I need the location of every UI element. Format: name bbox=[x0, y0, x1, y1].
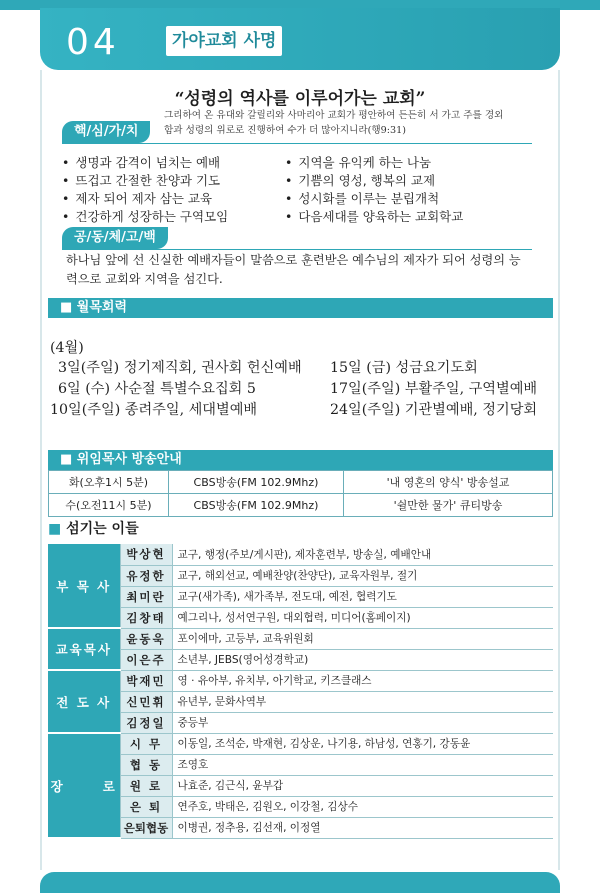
scripture-verse: 그리하여 온 유대와 갈릴리와 사마리아 교회가 평안하여 든든히 서 가고 주를 경외함과 성령의 위로로 진행하여 수가 더 많아지니라(행9:31) bbox=[164, 110, 504, 136]
section-title: 가야교회 사명 bbox=[166, 26, 282, 56]
staff-group: 전 도 사 bbox=[48, 670, 120, 733]
section-header bbox=[40, 8, 560, 70]
staff-name: 협 동 bbox=[120, 754, 172, 775]
staff-duty: 이동일, 조석순, 박재현, 김상운, 나기용, 하남성, 연홍기, 강동윤 bbox=[172, 733, 553, 754]
staff-duty: 조영호 bbox=[172, 754, 553, 775]
monthly-event: 15일 (금) 성금요기도회 bbox=[330, 360, 478, 376]
staff-name: 최미란 bbox=[120, 586, 172, 607]
core-value-item: • 다음세대를 양육하는 교회학교 bbox=[285, 208, 535, 226]
core-value-item: • 성시화를 이루는 분립개척 bbox=[285, 190, 535, 208]
table-row bbox=[49, 471, 553, 494]
table-row bbox=[48, 691, 553, 712]
staff-name: 신민휘 bbox=[120, 691, 172, 712]
table-row bbox=[48, 607, 553, 628]
broadcast-time: 화(오후1시 5분) bbox=[49, 471, 169, 494]
monthly-event: 6일 (수) 사순절 특별수요집회 5 bbox=[58, 381, 256, 397]
staff-name: 유정한 bbox=[120, 565, 172, 586]
broadcast-program: '쉴만한 물가' 큐티방송 bbox=[344, 494, 553, 517]
community-label: 공/동/체/고/백 bbox=[62, 227, 168, 249]
staff-title-text: 섬기는 이들 bbox=[66, 521, 139, 537]
core-value-item: • 생명과 감격이 넘치는 예배 bbox=[62, 154, 282, 172]
staff-duty: 예그리나, 성서연구원, 대외협력, 미디어(홈페이지) bbox=[172, 607, 553, 628]
table-row bbox=[48, 775, 553, 796]
section-number: 04 bbox=[66, 22, 120, 63]
staff-duty: 연주호, 박태은, 김원오, 이강철, 김상수 bbox=[172, 796, 553, 817]
monthly-event: 17일(주일) 부활주일, 구역별예배 bbox=[330, 381, 538, 397]
staff-name: 시 무 bbox=[120, 733, 172, 754]
staff-name: 은퇴협동 bbox=[120, 817, 172, 838]
table-row bbox=[48, 712, 553, 733]
core-value-item: • 기쁨의 영성, 행복의 교제 bbox=[285, 172, 535, 190]
staff-duty: 교구(새가족), 새가족부, 전도대, 예전, 협력기도 bbox=[172, 586, 553, 607]
core-value-item: • 제자 되어 제자 삼는 교육 bbox=[62, 190, 282, 208]
core-value-item: • 뜨겁고 간절한 찬양과 기도 bbox=[62, 172, 282, 190]
staff-duty: 영 · 유아부, 유치부, 아기학교, 키즈클래스 bbox=[172, 670, 553, 691]
broadcast-table bbox=[48, 470, 553, 517]
core-values-left bbox=[62, 154, 282, 226]
monthly-event: 3일(주일) 정기제직회, 권사회 헌신예배 bbox=[58, 360, 302, 376]
staff-group: 교육목사 bbox=[48, 628, 120, 670]
staff-duty: 유년부, 문화사역부 bbox=[172, 691, 553, 712]
staff-name: 윤동욱 bbox=[120, 628, 172, 649]
table-row bbox=[48, 670, 553, 691]
staff-title-square: ■ bbox=[48, 521, 62, 537]
community-divider bbox=[62, 249, 532, 250]
staff-group: 장 로 bbox=[48, 733, 120, 838]
broadcast-station: CBS방송(FM 102.9Mhz) bbox=[169, 471, 344, 494]
table-row bbox=[48, 544, 553, 565]
monthly-calendar-header: ■ 월목회력 bbox=[48, 298, 553, 318]
broadcast-time: 수(오전11시 5분) bbox=[49, 494, 169, 517]
staff-name: 원 로 bbox=[120, 775, 172, 796]
broadcast-station: CBS방송(FM 102.9Mhz) bbox=[169, 494, 344, 517]
broadcast-header: ■ 위임목사 방송안내 bbox=[48, 450, 553, 470]
staff-name: 박재민 bbox=[120, 670, 172, 691]
staff-table bbox=[48, 544, 553, 839]
staff-duty: 교구, 행정(주보/게시판), 제자훈련부, 방송실, 예배안내 bbox=[172, 544, 553, 565]
staff-name: 김창태 bbox=[120, 607, 172, 628]
core-value-item: • 건강하게 성장하는 구역모임 bbox=[62, 208, 282, 226]
table-row bbox=[48, 817, 553, 838]
bottom-band bbox=[40, 872, 560, 893]
staff-duty: 이병권, 정추용, 김선재, 이정열 bbox=[172, 817, 553, 838]
church-motto: “성령의 역사를 이루어가는 교회” bbox=[174, 89, 426, 109]
staff-name: 이은주 bbox=[120, 649, 172, 670]
table-row bbox=[48, 796, 553, 817]
table-row bbox=[48, 565, 553, 586]
table-row bbox=[48, 628, 553, 649]
monthly-event: 24일(주일) 기관별예배, 정기당회 bbox=[330, 402, 538, 418]
staff-duty: 포이에마, 고등부, 교육위원회 bbox=[172, 628, 553, 649]
table-row bbox=[48, 649, 553, 670]
monthly-left-events bbox=[50, 358, 302, 421]
staff-duty: 나효준, 김근식, 윤부갑 bbox=[172, 775, 553, 796]
staff-name: 김정일 bbox=[120, 712, 172, 733]
table-row bbox=[49, 494, 553, 517]
community-confession: 하나님 앞에 선 신실한 예배자들이 말씀으로 훈련받은 예수님의 제자가 되어 성령의 능력으로 교회와 지역을 섬긴다. bbox=[66, 253, 521, 286]
core-values-right bbox=[285, 154, 535, 226]
staff-name: 은 퇴 bbox=[120, 796, 172, 817]
table-row bbox=[48, 586, 553, 607]
staff-group: 부 목 사 bbox=[48, 544, 120, 628]
monthly-right-events bbox=[330, 358, 537, 421]
core-value-item: • 지역을 유익케 하는 나눔 bbox=[285, 154, 535, 172]
table-row bbox=[48, 733, 553, 754]
monthly-month: (4월) bbox=[50, 340, 84, 356]
staff-duty: 소년부, JEBS(영어성경학교) bbox=[172, 649, 553, 670]
monthly-event: 10일(주일) 종려주일, 세대별예배 bbox=[50, 402, 258, 418]
staff-name: 박상현 bbox=[120, 544, 172, 565]
staff-section-title bbox=[48, 518, 139, 538]
core-values-label: 핵/심/가/치 bbox=[62, 121, 150, 143]
table-row bbox=[48, 754, 553, 775]
core-values-divider bbox=[62, 143, 532, 144]
broadcast-program: '내 영혼의 양식' 방송설교 bbox=[344, 471, 553, 494]
staff-duty: 교구, 해외선교, 예배찬양(찬양단), 교육자원부, 절기 bbox=[172, 565, 553, 586]
staff-duty: 중등부 bbox=[172, 712, 553, 733]
